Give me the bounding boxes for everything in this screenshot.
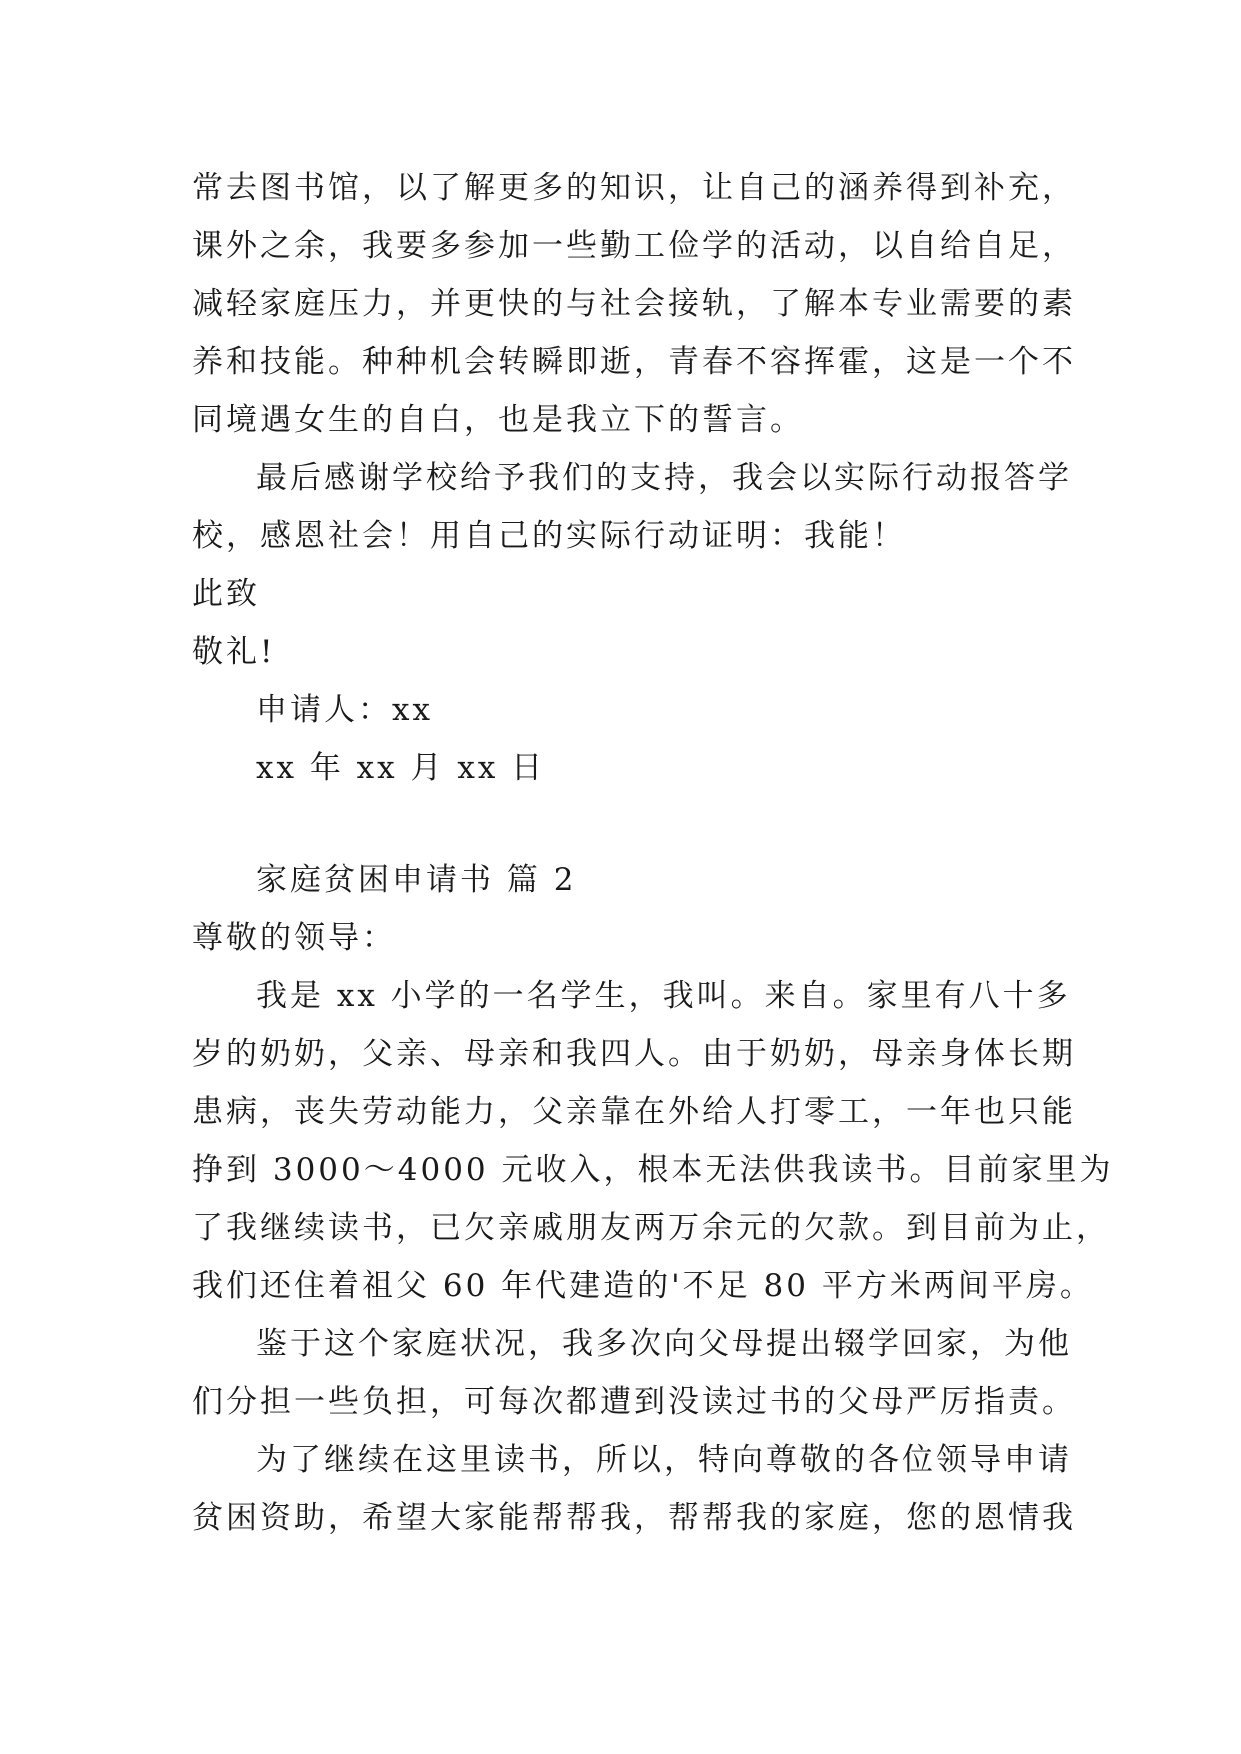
- paragraph-line: 为了继续在这里读书，所以，特向尊敬的各位领导申请: [256, 1442, 1072, 1478]
- paragraph-line: 挣到 3000～4000 元收入，根本无法供我读书。目前家里为: [192, 1152, 1114, 1188]
- paragraph-line: 我们还住着祖父 60 年代建造的'不足 80 平方米两间平房。: [192, 1268, 1094, 1304]
- section-title: 家庭贫困申请书 篇 2: [256, 862, 577, 898]
- salutation: 尊敬的领导：: [192, 920, 396, 956]
- paragraph-line: 最后感谢学校给予我们的支持，我会以实际行动报答学: [256, 460, 1072, 496]
- paragraph-line: 课外之余，我要多参加一些勤工俭学的活动，以自给自足，: [192, 228, 1076, 264]
- paragraph-line: 同境遇女生的自白，也是我立下的誓言。: [192, 402, 804, 438]
- signature: 申请人：xx: [256, 692, 433, 728]
- date: xx 年 xx 月 xx 日: [256, 750, 546, 786]
- paragraph-line: 校，感恩社会！用自己的实际行动证明：我能！: [192, 518, 906, 554]
- paragraph-line: 们分担一些负担，可每次都遭到没读过书的父母严厉指责。: [192, 1384, 1076, 1420]
- paragraph-line: 常去图书馆，以了解更多的知识，让自己的涵养得到补充，: [192, 170, 1076, 206]
- paragraph-line: 鉴于这个家庭状况，我多次向父母提出辍学回家，为他: [256, 1326, 1072, 1362]
- paragraph-line: 贫困资助，希望大家能帮帮我，帮帮我的家庭，您的恩情我: [192, 1500, 1076, 1536]
- paragraph-line: 岁的奶奶，父亲、母亲和我四人。由于奶奶，母亲身体长期: [192, 1036, 1076, 1072]
- closing-line: 敬礼!: [192, 634, 276, 670]
- paragraph-line: 养和技能。种种机会转瞬即逝，青春不容挥霍，这是一个不: [192, 344, 1076, 380]
- closing-line: 此致: [192, 576, 260, 612]
- paragraph-line: 患病，丧失劳动能力，父亲靠在外给人打零工，一年也只能: [192, 1094, 1076, 1130]
- paragraph-line: 减轻家庭压力，并更快的与社会接轨，了解本专业需要的素: [192, 286, 1076, 322]
- paragraph-line: 我是 xx 小学的一名学生，我叫。来自。家里有八十多: [256, 978, 1071, 1014]
- paragraph-line: 了我继续读书，已欠亲戚朋友两万余元的欠款。到目前为止，: [192, 1210, 1110, 1246]
